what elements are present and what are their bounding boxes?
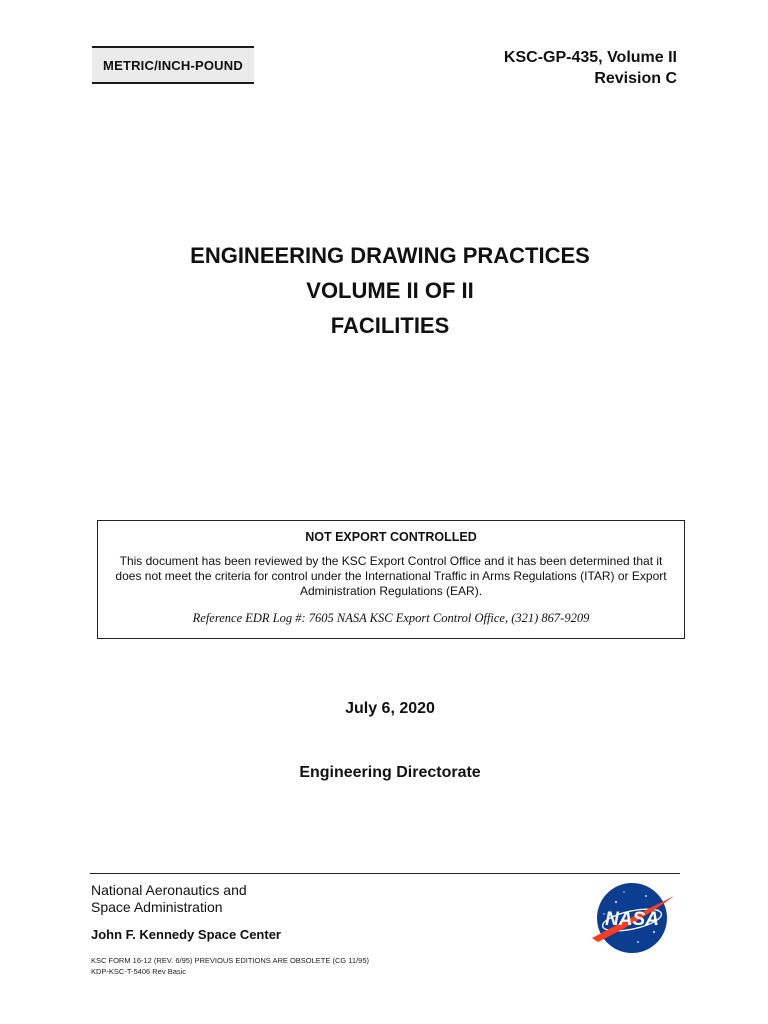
nasa-logo-icon <box>588 880 676 956</box>
center-name: John F. Kennedy Space Center <box>91 927 281 942</box>
agency-name <box>91 882 247 916</box>
document-identifier <box>504 47 677 89</box>
title-line-1: ENGINEERING DRAWING PRACTICES <box>190 243 590 268</box>
form-line-2: KDP-KSC-T-5406 Rev Basic <box>91 967 187 976</box>
export-notice-body: This document has been reviewed by the KSC Export Control Office and it has been determined that it does not meet the criteria for control under the International Traffic in Arms Regulations (ITAR) or Export Administration Regulations (EAR). <box>115 554 667 598</box>
nasa-meatball-logo <box>588 880 676 956</box>
agency-line-1: National Aeronautics and <box>91 882 247 898</box>
footer-divider <box>90 873 680 874</box>
document-title <box>0 238 768 343</box>
classification-label-text: METRIC/INCH-POUND <box>103 57 243 73</box>
form-line-1: KSC FORM 16-12 (REV. 6/95) PREVIOUS EDITIONS ARE OBSOLETE (CG 11/95) <box>91 956 370 965</box>
document-number: KSC-GP-435, Volume II <box>503 49 677 66</box>
form-identifier <box>91 955 369 977</box>
organization-name: Engineering Directorate <box>299 764 481 781</box>
title-line-3: FACILITIES <box>330 313 450 338</box>
agency-line-2: Space Administration <box>91 899 223 915</box>
metric-inch-pound-label <box>92 46 254 84</box>
logo-wordmark: NASA <box>605 909 659 930</box>
document-date: July 6, 2020 <box>345 700 435 717</box>
title-line-2: VOLUME II OF II <box>306 278 474 303</box>
export-notice-heading: NOT EXPORT CONTROLLED <box>305 530 477 544</box>
document-revision: Revision C <box>594 70 677 87</box>
export-notice-reference: Reference EDR Log #: 7605 NASA KSC Export Control Office, (321) 867-9209 <box>192 611 590 625</box>
export-control-notice <box>97 520 685 639</box>
